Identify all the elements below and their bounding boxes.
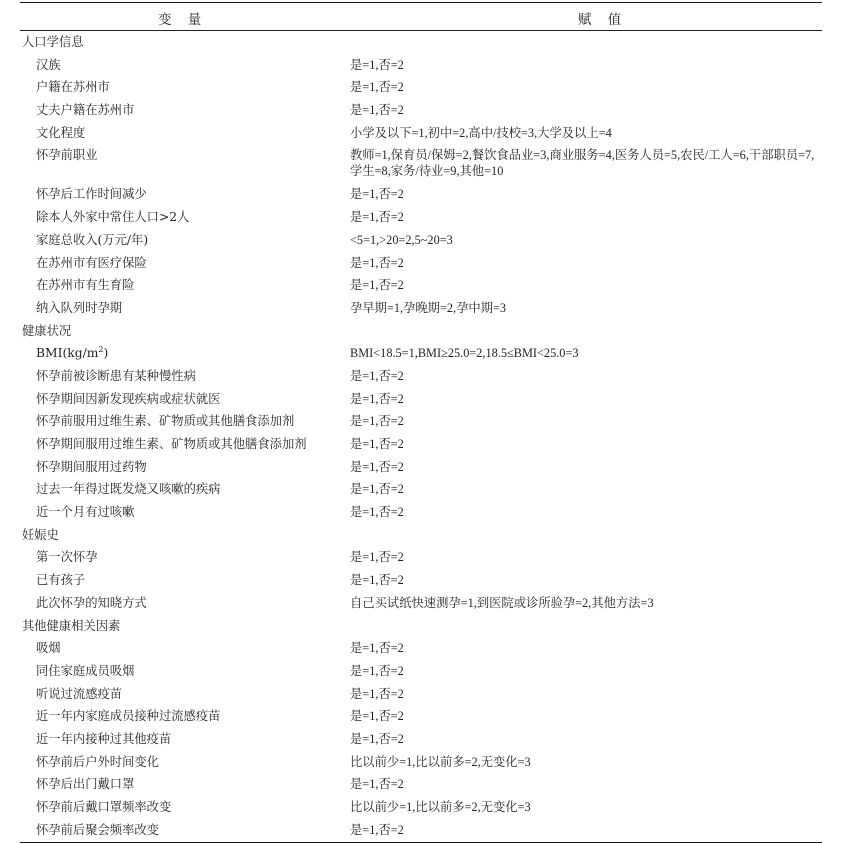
- table-row: [20, 478, 822, 501]
- variable-suffix: ): [103, 346, 109, 361]
- variable-label: [36, 232, 148, 248]
- variable-label: [36, 209, 189, 225]
- table-row: [20, 569, 822, 592]
- assigned-value: 是=1,否=2: [350, 505, 404, 520]
- table-row: [20, 433, 822, 456]
- assigned-value: 是=1,否=2: [350, 391, 404, 406]
- variable-text: 怀孕期间服用过药物: [36, 459, 147, 474]
- table-row: [20, 546, 822, 569]
- header-variable: 变 量: [158, 12, 203, 28]
- variable-text: 户籍在苏州市: [36, 80, 110, 95]
- variable-text: 纳入队列时孕期: [36, 300, 123, 315]
- variable-text: 怀孕前职业: [36, 148, 98, 163]
- table-body: [20, 31, 822, 841]
- group-label: [22, 527, 59, 543]
- variable-label: [36, 391, 220, 407]
- variable-text: 听说过流感疫苗: [36, 686, 123, 701]
- variable-label: [36, 799, 171, 815]
- variable-text: 丈夫户籍在苏州市: [36, 103, 135, 118]
- variable-text: 文化程度: [36, 125, 86, 140]
- variable-text: 在苏州市有医疗保险: [36, 255, 147, 270]
- assigned-value: 孕早期=1,孕晚期=2,孕中期=3: [350, 300, 507, 315]
- assigned-value: 是=1,否=2: [350, 210, 404, 225]
- assigned-value: BMI<18.5=1,BMI≥25.0=2,18.5≤BMI<25.0=3: [350, 346, 579, 361]
- variable-label: [36, 663, 134, 679]
- group-row: [20, 320, 822, 343]
- variable-label: [36, 147, 98, 163]
- variable-text: 第一次怀孕: [36, 550, 98, 565]
- variable-text: 家庭总收入(万元/年): [36, 232, 149, 247]
- table-row: [20, 728, 822, 751]
- assigned-value: 是=1,否=2: [350, 731, 404, 746]
- header-value: 赋 值: [578, 12, 623, 28]
- group-label: [22, 34, 84, 50]
- variable-text: 怀孕前后戴口罩频率改变: [36, 800, 172, 814]
- variable-text: 吸烟: [36, 641, 61, 656]
- table-row: [20, 592, 822, 615]
- group-label: [22, 323, 71, 339]
- table-row: [20, 365, 822, 388]
- assigned-value: 是=1,否=2: [350, 368, 404, 383]
- table-row: [20, 122, 822, 145]
- assigned-value: 是=1,否=2: [350, 187, 404, 202]
- assigned-value: 是=1,否=2: [350, 641, 404, 656]
- variable-label: [36, 754, 159, 770]
- group-row: [20, 615, 822, 638]
- variable-text: 除本人外家中常住人口>2人: [36, 210, 190, 225]
- table-row: [20, 76, 822, 99]
- table-row: [20, 751, 822, 774]
- variable-text: 怀孕后出门戴口罩: [36, 777, 135, 792]
- assigned-value: 是=1,否=2: [350, 459, 404, 474]
- group-row: [20, 31, 822, 54]
- variable-label: [36, 686, 122, 702]
- assigned-value: <5=1,>20=2,5~20=3: [350, 232, 453, 247]
- table-row: [20, 660, 822, 683]
- variable-text: 健康状况: [22, 323, 72, 338]
- group-label: [22, 618, 120, 634]
- assigned-value: 是=1,否=2: [350, 709, 404, 724]
- variable-label: [36, 822, 159, 838]
- variable-label: [36, 436, 307, 452]
- assigned-value: 教师=1,保育员/保姆=2,餐饮食品业=3,商业服务=4,医务人员=5,农民/工人=6,干部职员=7,学生=8,家务/待业=9,其他=10: [350, 148, 815, 179]
- variable-label: [36, 595, 147, 611]
- table-row: [20, 54, 822, 77]
- variable-text: 同住家庭成员吸烟: [36, 663, 135, 678]
- variable-label: [36, 186, 147, 202]
- bottom-rule: [20, 842, 822, 843]
- assigned-value: 是=1,否=2: [350, 663, 404, 678]
- table-header: [20, 3, 822, 30]
- variable-superscript: 2: [98, 345, 104, 355]
- assigned-value: 是=1,否=2: [350, 777, 404, 792]
- variable-label: [36, 504, 134, 520]
- variable-label: [36, 459, 147, 475]
- variable-label: [36, 368, 196, 384]
- variable-text: 怀孕期间因新发现疾病或症状就医: [36, 391, 221, 406]
- assigned-value: 比以前少=1,比以前多=2,无变化=3: [350, 800, 531, 814]
- table-row: [20, 388, 822, 411]
- variable-label: [36, 572, 85, 588]
- variable-label: [36, 481, 220, 497]
- variable-text: 怀孕后工作时间减少: [36, 187, 147, 202]
- table-row: [20, 705, 822, 728]
- table-row: [20, 819, 822, 842]
- variable-text: 人口学信息: [22, 35, 84, 49]
- assigned-value: 是=1,否=2: [350, 278, 404, 293]
- table-row: [20, 229, 822, 252]
- variable-text: 近一年内家庭成员接种过流感疫苗: [36, 709, 221, 724]
- table-row: [20, 252, 822, 275]
- variable-label: [36, 776, 134, 792]
- variable-text: 怀孕前后聚会频率改变: [36, 822, 159, 837]
- table-row: [20, 144, 822, 183]
- variable-label: [36, 255, 147, 271]
- variable-text: 近一年内接种过其他疫苗: [36, 731, 172, 746]
- variable-label: [36, 277, 134, 293]
- variable-text: 汉族: [36, 57, 61, 72]
- variable-text: 妊娠史: [22, 527, 59, 542]
- variable-label: [36, 708, 220, 724]
- variable-text: 其他健康相关因素: [22, 618, 121, 633]
- variable-label: [36, 731, 171, 747]
- variable-label: [36, 640, 61, 656]
- table-row: [20, 637, 822, 660]
- variable-label: [36, 300, 122, 316]
- assigned-value: 是=1,否=2: [350, 686, 404, 701]
- variable-label: [36, 413, 294, 429]
- assigned-value: 是=1,否=2: [350, 414, 404, 429]
- assigned-value: 是=1,否=2: [350, 482, 404, 497]
- variable-text: 过去一年得过既发烧又咳嗽的疾病: [36, 482, 221, 497]
- variable-label: [36, 102, 134, 118]
- table-row: [20, 796, 822, 819]
- assigned-value: 小学及以下=1,初中=2,高中/技校=3,大学及以上=4: [350, 125, 612, 140]
- table-row: [20, 501, 822, 524]
- variable-text: 怀孕前被诊断患有某种慢性病: [36, 368, 196, 383]
- table-row: [20, 183, 822, 206]
- table-row: [20, 274, 822, 297]
- table-row: [20, 683, 822, 706]
- assigned-value: 是=1,否=2: [350, 255, 404, 270]
- table-row: [20, 297, 822, 320]
- group-row: [20, 524, 822, 547]
- assigned-value: 是=1,否=2: [350, 437, 404, 451]
- variable-label: [36, 549, 98, 565]
- table-row: [20, 99, 822, 122]
- variable-label: [36, 57, 61, 73]
- assigned-value: 比以前少=1,比以前多=2,无变化=3: [350, 754, 531, 769]
- variable-text: 在苏州市有生育险: [36, 278, 135, 293]
- assigned-value: 自己买试纸快速测孕=1,到医院或诊所验孕=2,其他方法=3: [350, 595, 654, 610]
- table-row: [20, 206, 822, 229]
- table-row: [20, 773, 822, 796]
- variable-text: 此次怀孕的知晓方式: [36, 595, 147, 610]
- table-row: [20, 410, 822, 433]
- assigned-value: 是=1,否=2: [350, 573, 404, 588]
- variable-text: 怀孕期间服用过维生素、矿物质或其他膳食添加剂: [36, 437, 307, 451]
- table-row: [20, 342, 822, 365]
- assigned-value: 是=1,否=2: [350, 550, 404, 565]
- variable-label: [36, 345, 108, 361]
- variable-label: [36, 79, 110, 95]
- assigned-value: 是=1,否=2: [350, 103, 404, 118]
- variable-text: 怀孕前后户外时间变化: [36, 754, 159, 769]
- variable-text: 怀孕前服用过维生素、矿物质或其他膳食添加剂: [36, 414, 295, 429]
- variable-text: BMI(kg/m: [36, 346, 99, 361]
- table-row: [20, 456, 822, 479]
- variable-text: 已有孩子: [36, 573, 86, 588]
- assigned-value: 是=1,否=2: [350, 80, 404, 95]
- variable-label: [36, 125, 85, 141]
- variable-text: 近一个月有过咳嗽: [36, 505, 135, 520]
- assigned-value: 是=1,否=2: [350, 57, 404, 72]
- assigned-value: 是=1,否=2: [350, 822, 404, 837]
- variable-coding-table: [20, 2, 822, 841]
